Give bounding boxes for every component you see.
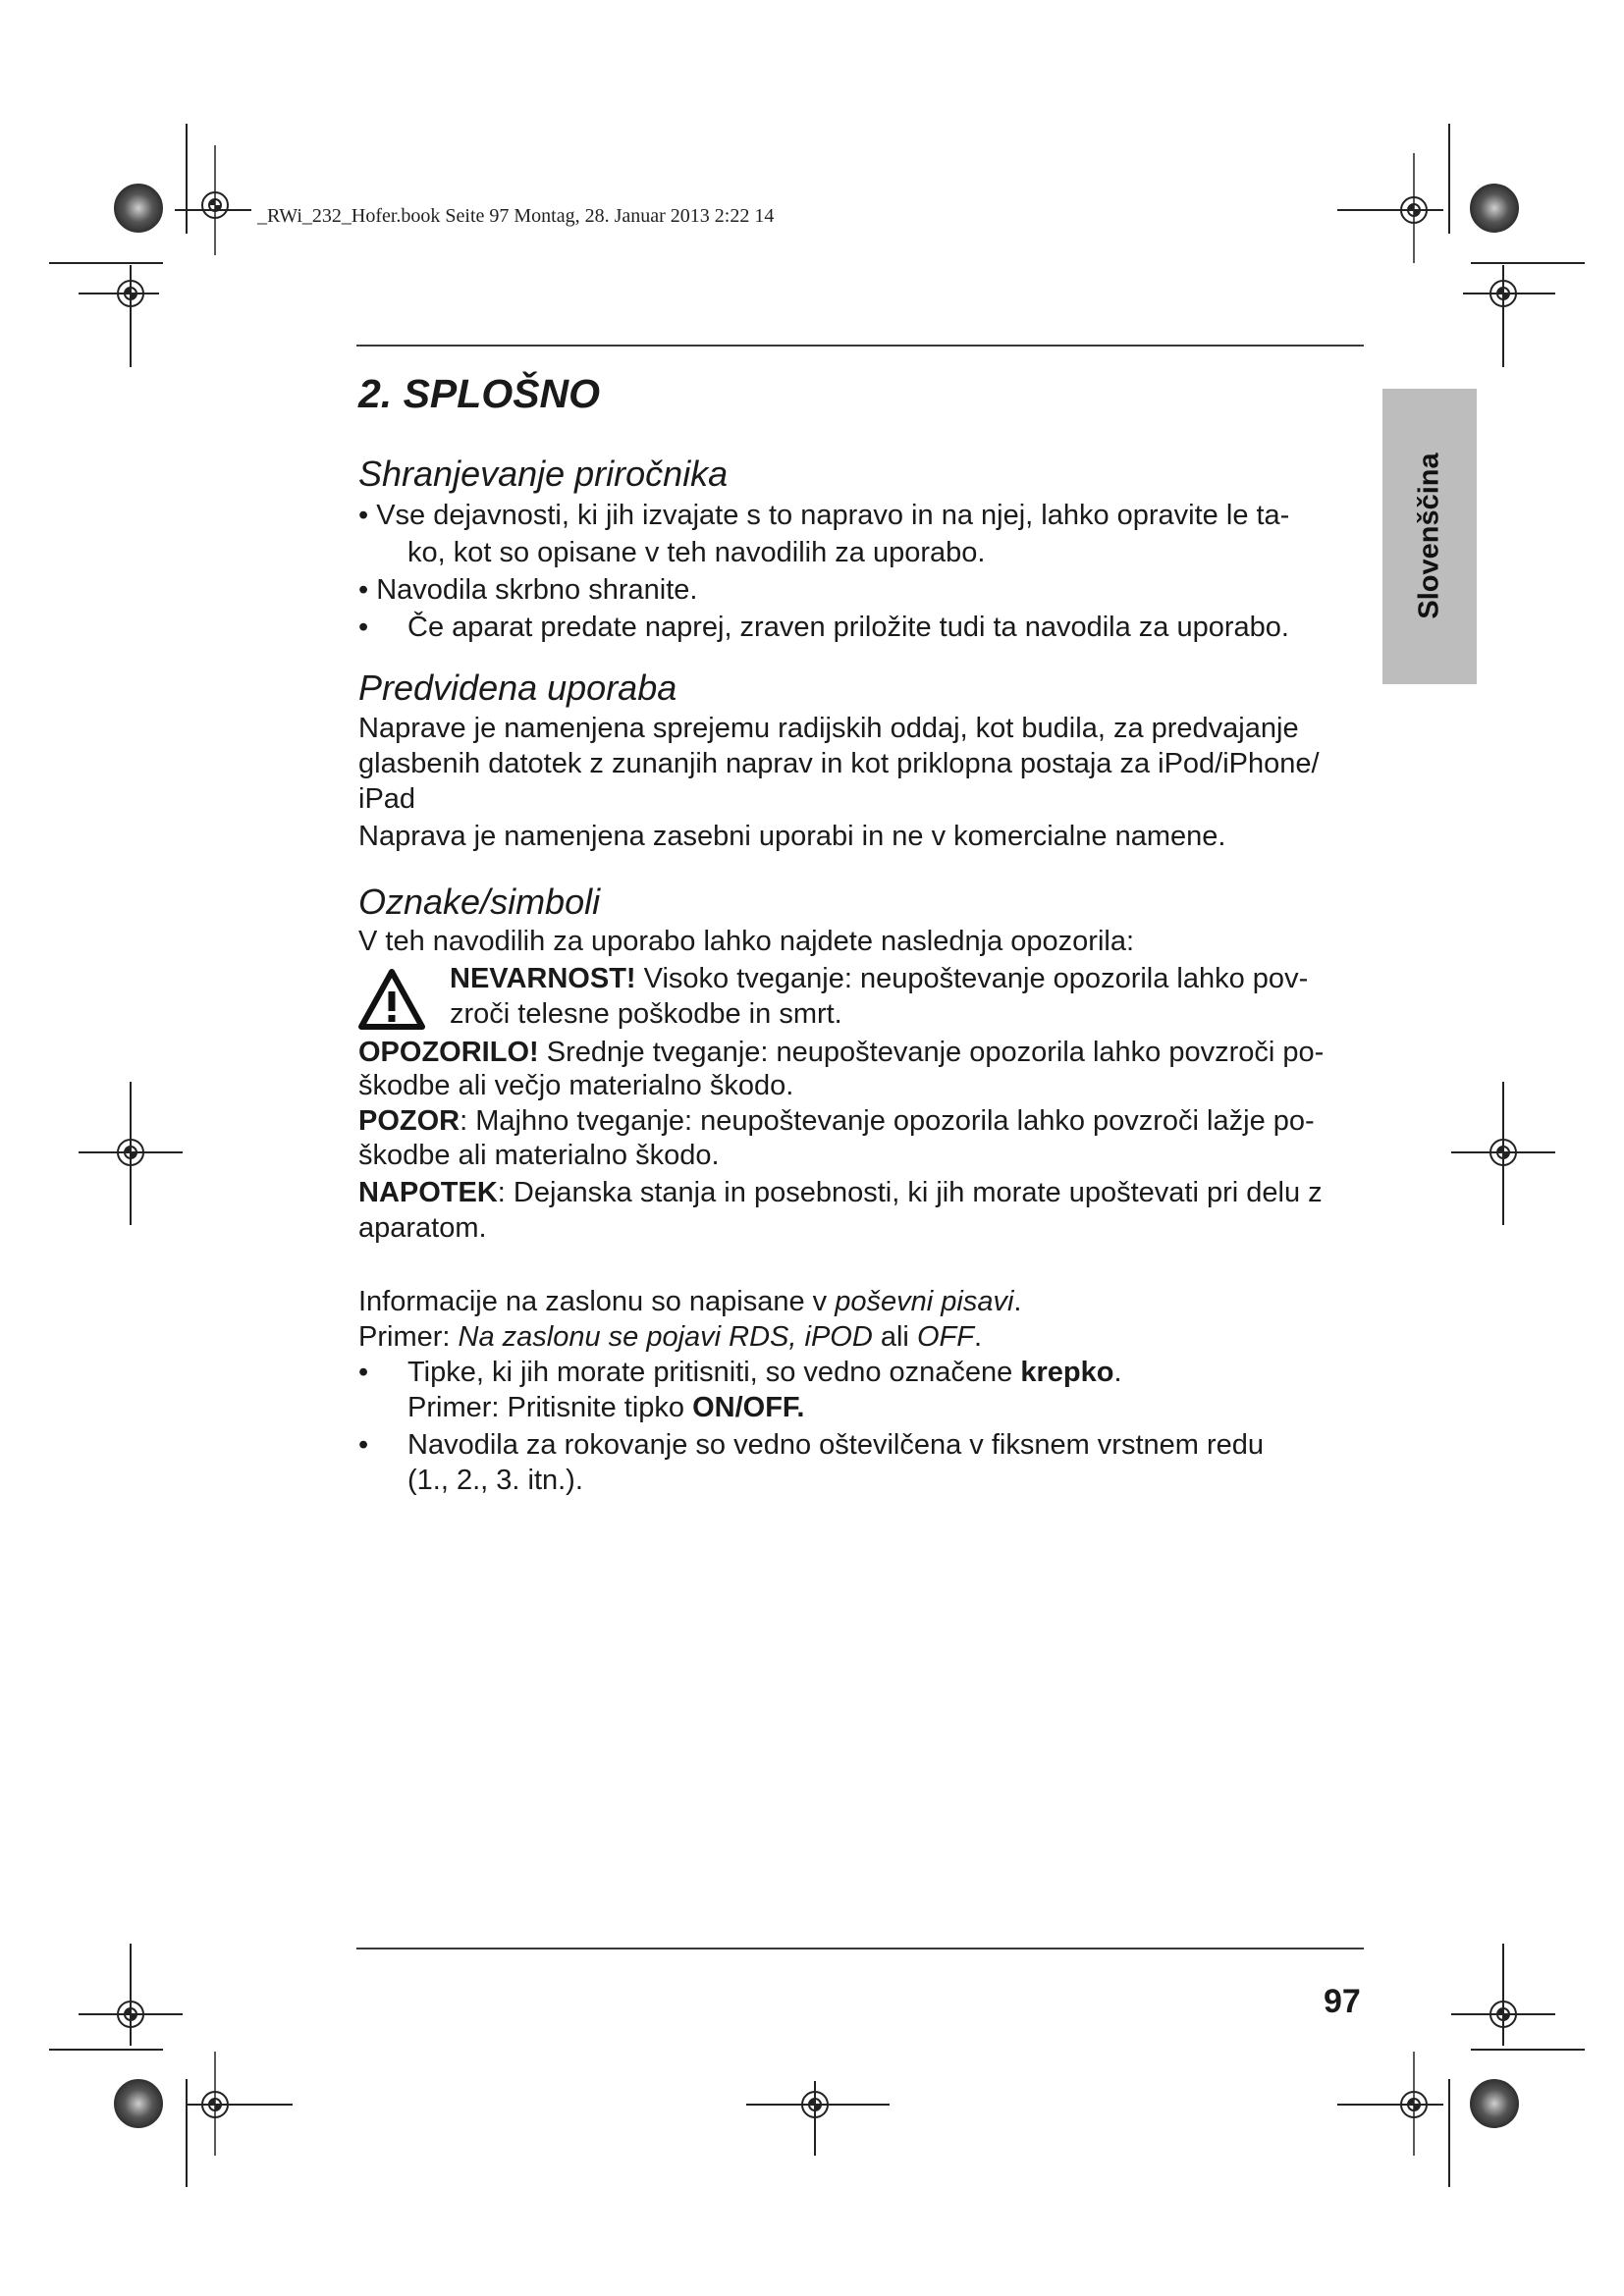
storage-bullet-1-cont: ko, kot so opisane v teh navodilih za uporabo.: [407, 537, 986, 568]
footer-rule: [356, 1948, 1364, 1949]
intended-use-line-1: Naprave je namenjena sprejemu radijskih oddaj, kot budila, za predvajanje: [358, 713, 1299, 744]
header-rule: [356, 345, 1364, 347]
buttons-example-line: Primer: Pritisnite tipko ON/OFF.: [407, 1392, 805, 1423]
display-example-line: Primer: Na zaslonu se pojavi RDS, iPOD ali OFF.: [358, 1321, 982, 1353]
intended-use-line-3: iPad: [358, 783, 416, 815]
symbols-heading: Oznake/simboli: [358, 881, 601, 922]
page-number: 97: [1324, 1983, 1361, 2020]
language-tab-label: Slovenščina: [1413, 453, 1445, 619]
warning-line-2: škodbe ali večjo materialno škodo.: [358, 1070, 794, 1101]
language-tab: [1382, 389, 1477, 684]
bullet-dot: •: [358, 1357, 369, 1388]
symbols-intro: V teh navodilih za uporabo lahko najdete naslednja opozorila:: [358, 926, 1135, 957]
caution-label: POZOR: [358, 1105, 460, 1137]
intended-use-paragraph-2: Naprava je namenjena zasebni uporabi in ne v komercialne namene.: [358, 821, 1226, 852]
storage-bullet-3: Če aparat predate naprej, zraven priložite tudi ta navodila za uporabo.: [407, 612, 1289, 643]
warning-triangle-icon: [357, 968, 426, 1031]
warning-line-1: OPOZORILO! Srednje tveganje: neupoštevanje opozorila lahko povzroči po-: [358, 1037, 1325, 1068]
storage-bullet-1: • Vse dejavnosti, ki jih izvajate s to napravo in na njej, lahko opravite le ta-: [358, 500, 1290, 531]
danger-line-1: NEVARNOST! Visoko tveganje: neupoštevanje opozorila lahko pov-: [450, 963, 1309, 994]
caution-line-2: škodbe ali materialno škodo.: [358, 1140, 720, 1171]
section-title: 2. SPLOŠNO: [358, 371, 601, 416]
bullet-dot: •: [358, 612, 369, 643]
intended-use-heading: Predvidena uporaba: [358, 667, 677, 708]
display-info-line: Informacije na zaslonu so napisane v poševni pisavi.: [358, 1286, 1022, 1317]
intended-use-line-2: glasbenih datotek z zunanjih naprav in kot priklopna postaja za iPod/iPhone/: [358, 748, 1320, 779]
note-line-1: NAPOTEK: Dejanska stanja in posebnosti, ki jih morate upoštevati pri delu z: [358, 1177, 1323, 1208]
caution-line-1: POZOR: Majhno tveganje: neupoštevanje opozorila lahko povzroči lažje po-: [358, 1105, 1315, 1137]
storage-heading: Shranjevanje priročnika: [358, 454, 729, 494]
warning-label: OPOZORILO!: [358, 1037, 539, 1068]
print-slug: _RWi_232_Hofer.book Seite 97 Montag, 28. Januar 2013 2:22 14: [257, 205, 775, 227]
bullet-dot: •: [358, 1429, 369, 1461]
instructions-order-line-2: (1., 2., 3. itn.).: [407, 1465, 583, 1496]
instructions-order-line-1: Navodila za rokovanje so vedno oštevilčena v fiksnem vrstnem redu: [407, 1429, 1265, 1461]
note-label: NAPOTEK: [358, 1177, 498, 1208]
danger-label: NEVARNOST!: [450, 963, 636, 994]
buttons-bold-line: Tipke, ki jih morate pritisniti, so vedno označene krepko.: [407, 1357, 1122, 1388]
note-line-2: aparatom.: [358, 1212, 487, 1244]
storage-bullet-2: • Navodila skrbno shranite.: [358, 574, 698, 606]
danger-line-2: zroči telesne poškodbe in smrt.: [450, 998, 842, 1030]
